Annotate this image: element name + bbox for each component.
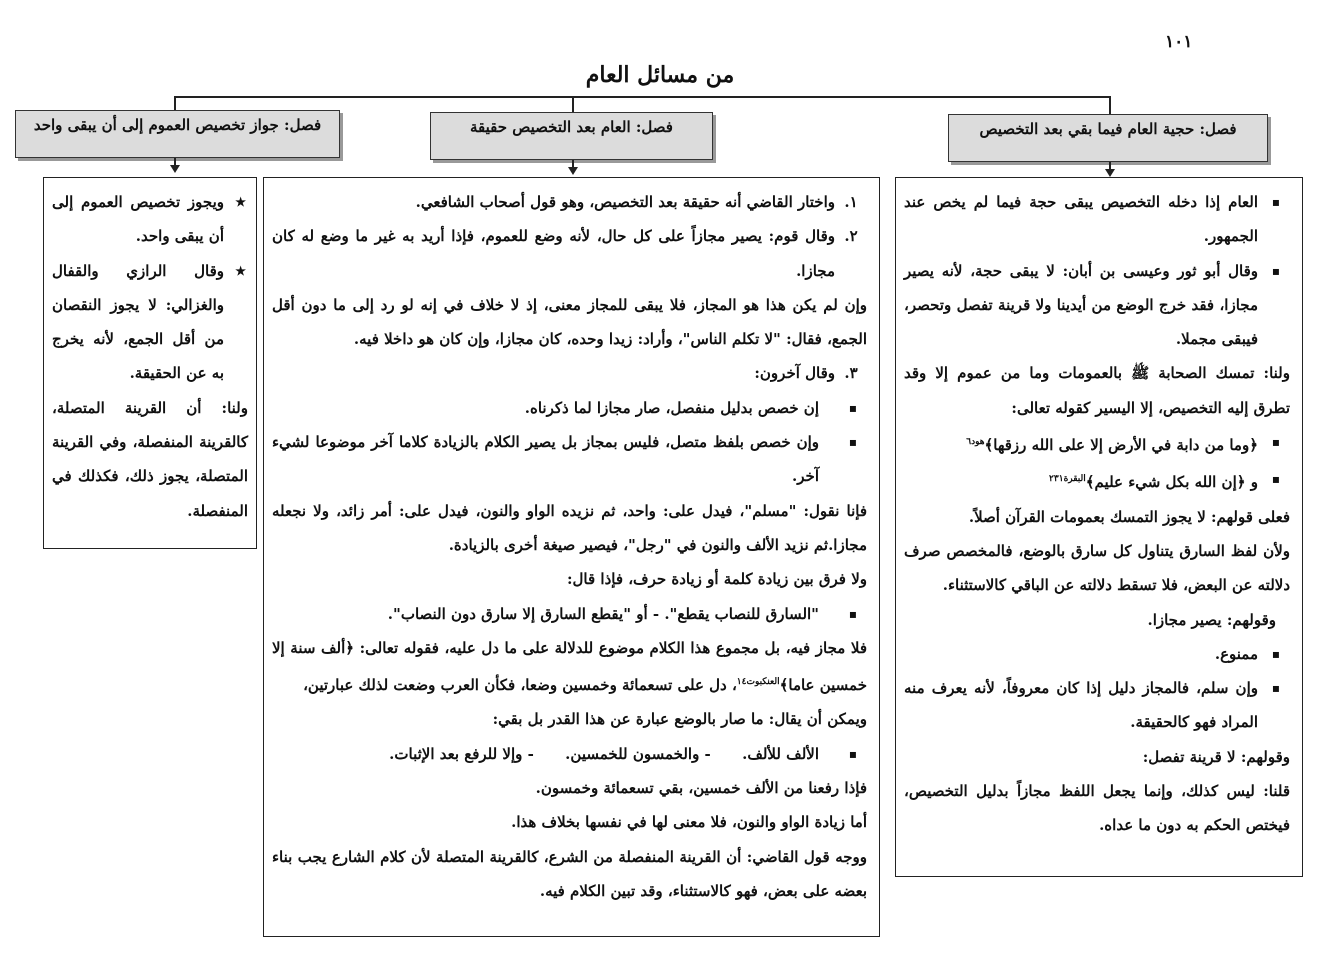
list-item: ▪ إن خصص بدليل منفصل، صار مجازا لما ذكرناه.: [272, 391, 867, 425]
paragraph: فإنا نقول: "مسلم"، فيدل على: واحد، ثم نزيده الواو والنون، فيدل على: أمر زائد، ولا نجعله مجازا.ثم نزيد الألف والنون في "رجل"، فيصير صيغة أخرى بالزيادة.: [272, 501, 867, 554]
arrow-right-head: [1105, 169, 1115, 177]
connector-right-down: [1109, 96, 1111, 114]
paragraph: ولنا: أن القرينة المتصلة، كالقرينة المنفصلة، وفي القرينة المتصلة، يجوز ذلك، فكذلك في المنفصلة.: [52, 398, 248, 520]
paragraph: ووجه قول القاضي: أن القرينة المنفصلة من الشرع، كالقرينة المتصلة لأن كلام الشارع يجب بناء بعضه على بعض، فهو كالاستثناء، وقد تبين الكلام فيه.: [272, 847, 867, 900]
numbered-item: ٢. وقال قوم: يصير مجازاً على كل حال، لأنه وضع للعموم، فإذا أريد به غير ما وضع له كان مجازا.: [272, 227, 858, 280]
list-item: ▪ وقال أبو ثور وعيسى بن أبان: لا يبقى حجة، لأنه يصير مجازا، فقد خرج الوضع من أيدينا ولا قرينة تفصل وتحصر، فيبقى مجملا.: [904, 254, 1290, 357]
paragraph: وقولهم: يصير مجازا.: [1147, 610, 1276, 629]
page-title: من مسائل العام: [585, 62, 735, 88]
paragraph: ويمكن أن يقال: ما صار بالوضع عبارة عن هذا القدر بل بقي:: [492, 710, 867, 729]
quran-verse: و ﴿إن الله بكل شيء عليم﴾: [1085, 473, 1258, 492]
header-left-text: فصل: جواز تخصيص العموم إلى أن يبقى واحد: [33, 116, 322, 134]
left-column: [43, 177, 257, 549]
paragraph: وقولهم: لا قرينة تفصل:: [1142, 747, 1290, 766]
header-middle-box: [430, 112, 713, 160]
paragraph: ولنا: تمسك الصحابة ﷺ بالعمومات وما من عموم إلا وقد تطرق إليه التخصيص، إلا اليسير كقوله تعالى:: [904, 364, 1290, 417]
verse-reference: العنكبوت١٤: [736, 677, 780, 688]
numbered-item: ٣. وقال آخرون:: [754, 364, 858, 383]
header-right-text: فصل: حجية العام فيما بقي بعد التخصيص: [979, 120, 1237, 138]
list-item: ▪ وإن خصص بلفظ متصل، فليس بمجاز بل يصير الكلام بالزيادة كلاما آخر موضوعا لشيء آخر.: [272, 425, 867, 494]
paragraph: ولأن لفظ السارق يتناول كل سارق بالوضع، فالمخصص صرف دلالته عن البعض، فلا تسقط دلالته عن الباقي كالاستثناء.: [904, 541, 1290, 595]
paragraph: قلنا: ليس كذلك، وإنما يجعل اللفظ مجازاً بدليل التخصيص، فيختص الحكم به دون ما عداه.: [904, 782, 1290, 835]
right-column: [895, 177, 1303, 877]
header-left-box: [15, 110, 340, 158]
quran-verse: ﴿وما من دابة في الأرض إلا على الله رزقها﴾: [984, 436, 1258, 455]
middle-column: [263, 177, 880, 937]
list-item: ▪ وإن سلم، فالمجاز دليل إذا كان معروفاً، لأنه يعرف منه المراد فهو كالحقيقة.: [904, 671, 1290, 740]
connector-left-down: [174, 96, 176, 110]
paragraph: فعلى قولهم: لا يجوز التمسك بعمومات القرآن أصلاً.: [968, 507, 1290, 526]
verse-reference: البقرة٢٣١: [1049, 474, 1086, 485]
list-item: [904, 425, 1290, 462]
list-item: ★ وقال الرازي والقفال والغزالي: لا يجوز النقصان من أقل الجمع، لأنه يخرج به عن الحقيقة.: [52, 254, 248, 391]
list-item: ▪ الألف للألف. - والخمسون للخمسين. - وإلا للرفع بعد الإثبات.: [272, 737, 867, 771]
arrow-middle-head: [568, 167, 578, 175]
list-item: [904, 462, 1290, 499]
list-item: ▪ "السارق للنصاب يقطع". - أو "يقطع السارق إلا سارق دون النصاب".: [272, 597, 867, 631]
list-item: ▪ ممنوع.: [904, 637, 1290, 671]
paragraph: فإذا رفعنا من الألف خمسين، بقي تسعمائة وخمسون.: [535, 779, 867, 798]
page-number: ١٠١: [1165, 32, 1193, 52]
numbered-item: ١. واختار القاضي أنه حقيقة بعد التخصيص، وهو قول أصحاب الشافعي.: [415, 193, 858, 211]
paragraph: وإن لم يكن هذا هو المجاز، فلا يبقى للمجاز معنى، إذ لا خلاف في إنه لو رد إلى ما دون أقل الجمع، فقال: "لا تكلم الناس"، وأراد: زيدا وحده، كان مجازا، وإن كان هو داخلا فيه.: [272, 295, 867, 349]
paragraph: فلا مجاز فيه، بل مجموع هذا الكلام موضوع للدلالة على ما دل عليه، فقوله تعالى: ﴿ألف سنة إلا خمسين عاما﴾$^{العنكبوت١٤}$، دل على تسعمائة وخمسين وضعا، فكأن العرب وضعت لذلك عبارتين،: [272, 638, 867, 695]
header-middle-text: فصل: العام بعد التخصيص حقيقة: [470, 118, 673, 136]
connector-middle-down: [572, 96, 574, 112]
list-item: ★ ويجوز تخصيص العموم إلى أن يبقى واحد.: [52, 185, 248, 254]
header-right-box: [948, 114, 1268, 162]
list-item: ▪ العام إذا دخله التخصيص يبقى حجة فيما لم يخص عند الجمهور.: [904, 185, 1290, 254]
paragraph: أما زيادة الواو والنون، فلا معنى لها في نفسها بخلاف هذا.: [511, 813, 867, 832]
paragraph: ولا فرق بين زيادة كلمة أو زيادة حرف، فإذا قال:: [567, 570, 867, 589]
arrow-left-head: [170, 165, 180, 173]
connector-top: [174, 96, 1110, 98]
verse-reference: هود٦: [966, 437, 985, 448]
